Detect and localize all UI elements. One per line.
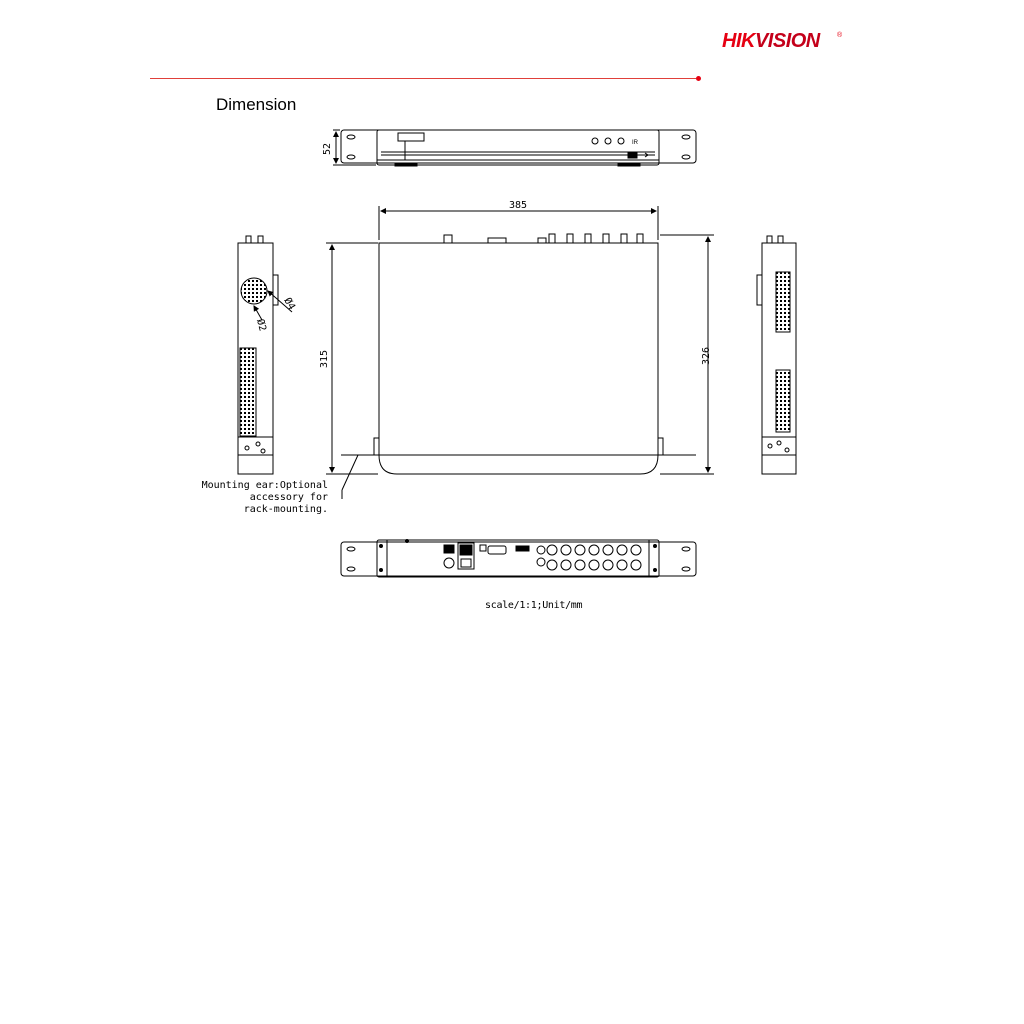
left-side-vent	[240, 348, 256, 436]
front-height-label: 52	[322, 142, 333, 155]
front-indicator-1	[592, 138, 598, 144]
left-side-view	[238, 236, 292, 474]
front-ear-hole-tr	[682, 135, 690, 139]
bnc-4	[589, 545, 599, 555]
hole-large-label: Ø4	[281, 296, 297, 312]
bnc-row-top	[547, 545, 641, 555]
scale-note: scale/1:1;Unit/mm	[485, 600, 583, 611]
mounting-ear-callout	[342, 455, 358, 499]
top-ear-bracket-right	[658, 438, 663, 455]
rear-screw-2	[380, 569, 383, 572]
rear-ear-hole-tr	[682, 547, 690, 551]
right-side-vent-lower	[776, 370, 790, 432]
bnc-8	[547, 560, 557, 570]
bnc-14	[631, 560, 641, 570]
bnc-6	[617, 545, 627, 555]
bnc-12	[603, 560, 613, 570]
depth-ears-label: 326	[701, 346, 712, 365]
section-title: Dimension	[216, 95, 297, 114]
rear-ear-hole-br	[682, 567, 690, 571]
usb-port	[628, 153, 637, 158]
top-connector-power	[444, 235, 452, 243]
rear-ear-hole-bl	[347, 567, 355, 571]
bnc-7	[631, 545, 641, 555]
bnc-row-bottom	[547, 560, 641, 570]
bnc-5	[603, 545, 613, 555]
left-side-bump	[273, 275, 278, 305]
audio-out-port	[480, 545, 486, 551]
right-side-screw-3	[785, 448, 789, 452]
left-side-connector-1	[246, 236, 251, 243]
fan-grille	[241, 278, 267, 304]
front-indicator-3	[618, 138, 624, 144]
logo-hik: HIK	[722, 30, 755, 52]
front-ear-plate	[341, 130, 696, 163]
top-bnc-4	[603, 234, 609, 243]
rear-screw-1	[380, 545, 383, 548]
front-ear-hole-tl	[347, 135, 355, 139]
audio-in-port	[537, 546, 545, 554]
power-input	[444, 558, 454, 568]
front-ear-hole-br	[682, 155, 690, 159]
right-side-bump	[757, 275, 762, 305]
right-side-connector-1	[767, 236, 772, 243]
rs485-terminal	[460, 545, 472, 555]
left-side-screw-1	[245, 446, 249, 450]
top-bnc-5	[621, 234, 627, 243]
right-side-connector-2	[778, 236, 783, 243]
front-ear-hole-bl	[347, 155, 355, 159]
registered-mark: ®	[837, 32, 843, 39]
vga-port	[488, 546, 506, 554]
width-label: 385	[509, 200, 528, 211]
power-switch	[444, 545, 454, 553]
hole-small-label: Ø2	[254, 317, 268, 333]
left-side-screw-3	[261, 449, 265, 453]
top-connector-1	[538, 238, 546, 243]
hdmi-port	[516, 546, 529, 551]
bnc-11	[589, 560, 599, 570]
bnc-9	[561, 560, 571, 570]
front-ir-mark: IR	[632, 140, 638, 146]
top-view	[326, 206, 714, 474]
rear-view	[341, 540, 696, 578]
ethernet-port	[461, 559, 471, 567]
right-side-screw-2	[777, 441, 781, 445]
top-connector-vga	[488, 238, 506, 243]
usb-icon	[640, 153, 648, 157]
right-side-screw-1	[768, 444, 772, 448]
left-side-screw-2	[256, 442, 260, 446]
rear-screw-4	[654, 545, 657, 548]
top-ear-bracket-left	[374, 438, 379, 455]
front-indicator-2	[605, 138, 611, 144]
front-foot-right	[618, 163, 640, 166]
bnc-1	[547, 545, 557, 555]
callout-leader-1	[342, 455, 358, 490]
callout-line-3: rack-mounting.	[243, 504, 328, 515]
top-body	[379, 243, 658, 474]
front-view	[333, 130, 696, 166]
callout-line-2: accessory for	[249, 492, 328, 503]
front-label-slot	[398, 133, 424, 141]
audio-out-bnc	[537, 558, 545, 566]
bnc-13	[617, 560, 627, 570]
logo-vision: VISION	[754, 30, 820, 52]
rear-screw-5	[654, 569, 657, 572]
rear-screw-3	[406, 540, 409, 543]
hole-small-leader	[254, 306, 262, 320]
top-bnc-1	[549, 234, 555, 243]
bnc-2	[561, 545, 571, 555]
top-bnc-3	[585, 234, 591, 243]
top-bnc-6	[637, 234, 643, 243]
depth-label: 315	[319, 349, 330, 368]
callout-line-1: Mounting ear:Optional	[201, 480, 328, 491]
rear-ear-hole-tl	[347, 547, 355, 551]
right-side-vent-upper	[776, 272, 790, 332]
front-foot-left	[395, 163, 417, 166]
bnc-10	[575, 560, 585, 570]
bnc-3	[575, 545, 585, 555]
top-bnc-2	[567, 234, 573, 243]
left-side-connector-2	[258, 236, 263, 243]
right-side-view	[757, 236, 796, 474]
